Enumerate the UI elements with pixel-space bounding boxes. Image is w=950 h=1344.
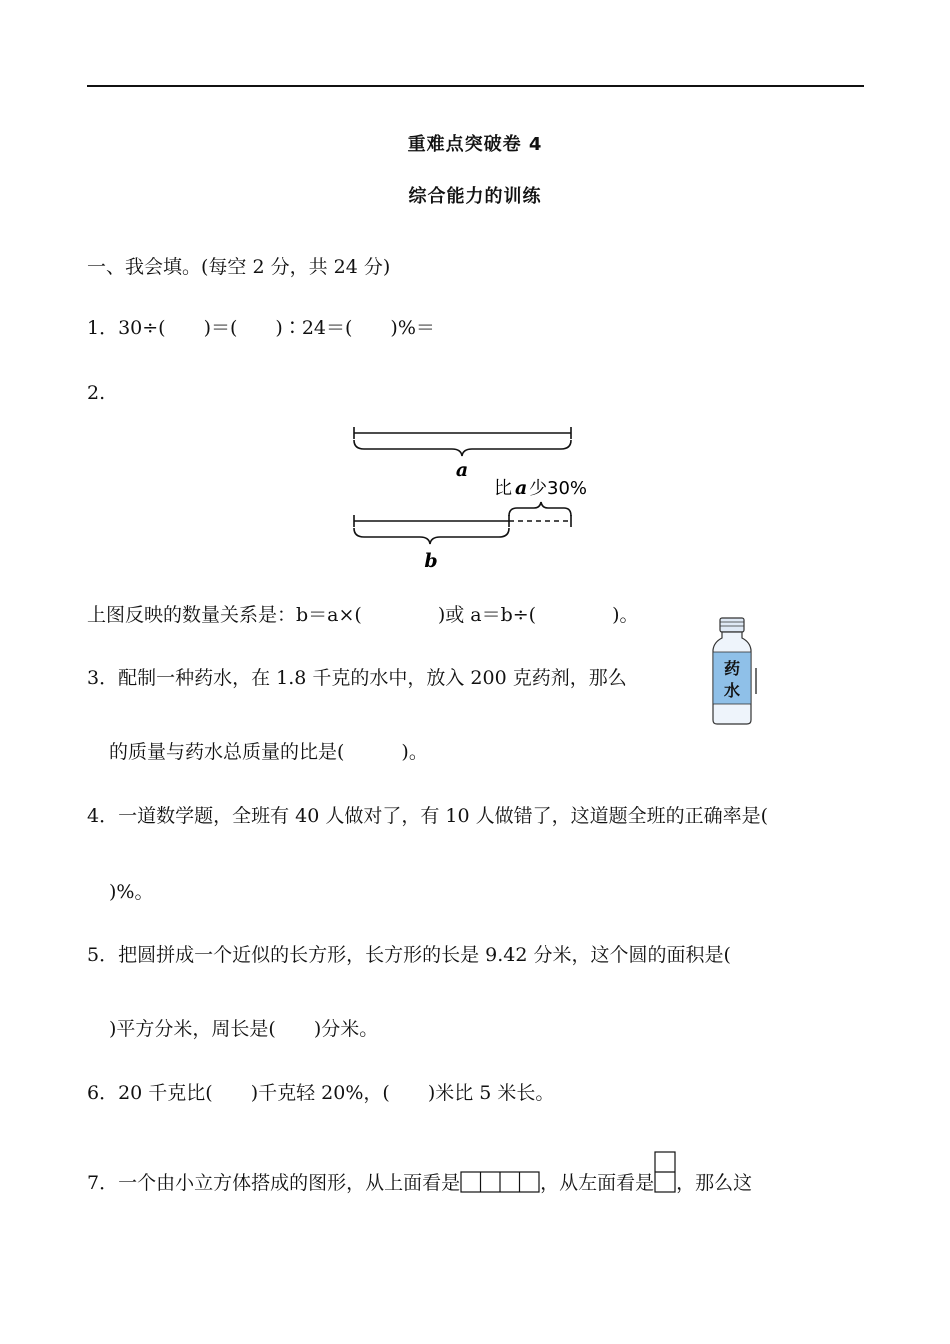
question-7 bbox=[87, 1151, 752, 1195]
diagram-note-suffix: 少30% bbox=[529, 478, 588, 499]
bottle-label-1: 药 bbox=[723, 659, 741, 678]
diagram-note-prefix: 比 bbox=[494, 478, 512, 499]
medicine-bottle-icon bbox=[706, 616, 768, 728]
question-5-line-1: 5．把圆拼成一个近似的长方形，长方形的长是 9.42 分米，这个圆的面积是( bbox=[87, 944, 731, 966]
question-7-part-2: ，从左面看是 bbox=[540, 1172, 655, 1194]
question-4-line-1: 4．一道数学题，全班有 40 人做对了，有 10 人做错了，这道题全班的正确率是( bbox=[87, 805, 769, 827]
question-5-line-2: )平方分米，周长是( )分米。 bbox=[109, 1018, 379, 1040]
segment-a bbox=[354, 427, 571, 439]
question-4-line-2: )%。 bbox=[109, 881, 154, 903]
top-view-icon bbox=[460, 1171, 540, 1193]
page-subtitle: 综合能力的训练 bbox=[408, 186, 542, 207]
question-2-number: 2. bbox=[87, 382, 106, 404]
question-3-line-2: 的质量与药水总质量的比是( )。 bbox=[109, 741, 428, 763]
question-6: 6．20 千克比( )千克轻 20%，( )米比 5 米长。 bbox=[87, 1082, 555, 1104]
left-view-icon bbox=[654, 1151, 676, 1193]
question-7-part-3: ，那么这 bbox=[676, 1172, 753, 1194]
brace-difference bbox=[509, 502, 571, 516]
page-title: 重难点突破卷 4 bbox=[407, 134, 543, 155]
bottle-label-2: 水 bbox=[723, 681, 741, 700]
brace-a bbox=[354, 440, 571, 456]
section-heading: 一、我会填。(每空 2 分，共 24 分) bbox=[87, 256, 391, 278]
question-7-part-1: 7．一个由小立方体搭成的图形，从上面看是 bbox=[87, 1172, 461, 1194]
top-rule bbox=[87, 85, 864, 87]
segment-diagram bbox=[340, 420, 630, 580]
question-3-line-1: 3．配制一种药水，在 1.8 千克的水中，放入 200 克药剂，那么 bbox=[87, 667, 627, 689]
diagram-note-var: a bbox=[515, 477, 528, 499]
label-b: b bbox=[424, 550, 438, 572]
label-a: a bbox=[455, 459, 469, 481]
segment-b bbox=[354, 515, 509, 527]
brace-b bbox=[354, 528, 509, 544]
question-1: 1．30÷( )＝( )∶24＝( )%＝ bbox=[87, 317, 435, 339]
question-2-text: 上图反映的数量关系是：b＝a×( )或 a＝b÷( )。 bbox=[87, 604, 639, 626]
